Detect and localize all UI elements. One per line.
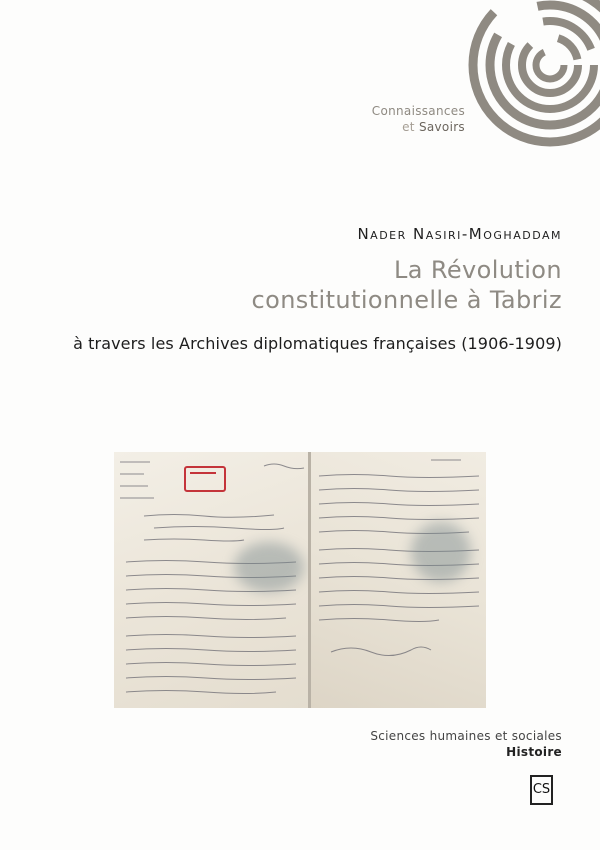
book-title: [252, 255, 562, 315]
manuscript-left-page: [114, 452, 308, 708]
publisher-line1: Connaissances: [371, 104, 465, 118]
book-title-line2: constitutionnelle à Tabriz: [251, 286, 562, 314]
author-name: Nader Nasiri-Moghaddam: [357, 225, 562, 243]
book-title-line1: La Révolution: [393, 256, 562, 284]
red-stamp-icon: [184, 466, 226, 492]
publisher-savoirs: Savoirs: [418, 120, 465, 134]
book-subtitle: à travers les Archives diplomatiques françaises (1906-1909): [73, 334, 562, 353]
ink-blot: [411, 522, 471, 582]
publisher-et: et: [402, 120, 415, 134]
ink-blot: [234, 542, 304, 592]
manuscript-pages-photo: [114, 452, 486, 708]
category-block: [370, 728, 562, 760]
category-sub: Histoire: [506, 745, 562, 759]
maze-logo-icon: [440, 0, 600, 175]
category-main: Sciences humaines et sociales: [370, 729, 562, 743]
publisher-line2: [372, 119, 465, 135]
handwriting-right-icon: [311, 452, 486, 708]
imprint-logo: CS: [530, 775, 553, 805]
manuscript-right-page: [311, 452, 486, 708]
publisher-logo-text: [372, 103, 465, 135]
